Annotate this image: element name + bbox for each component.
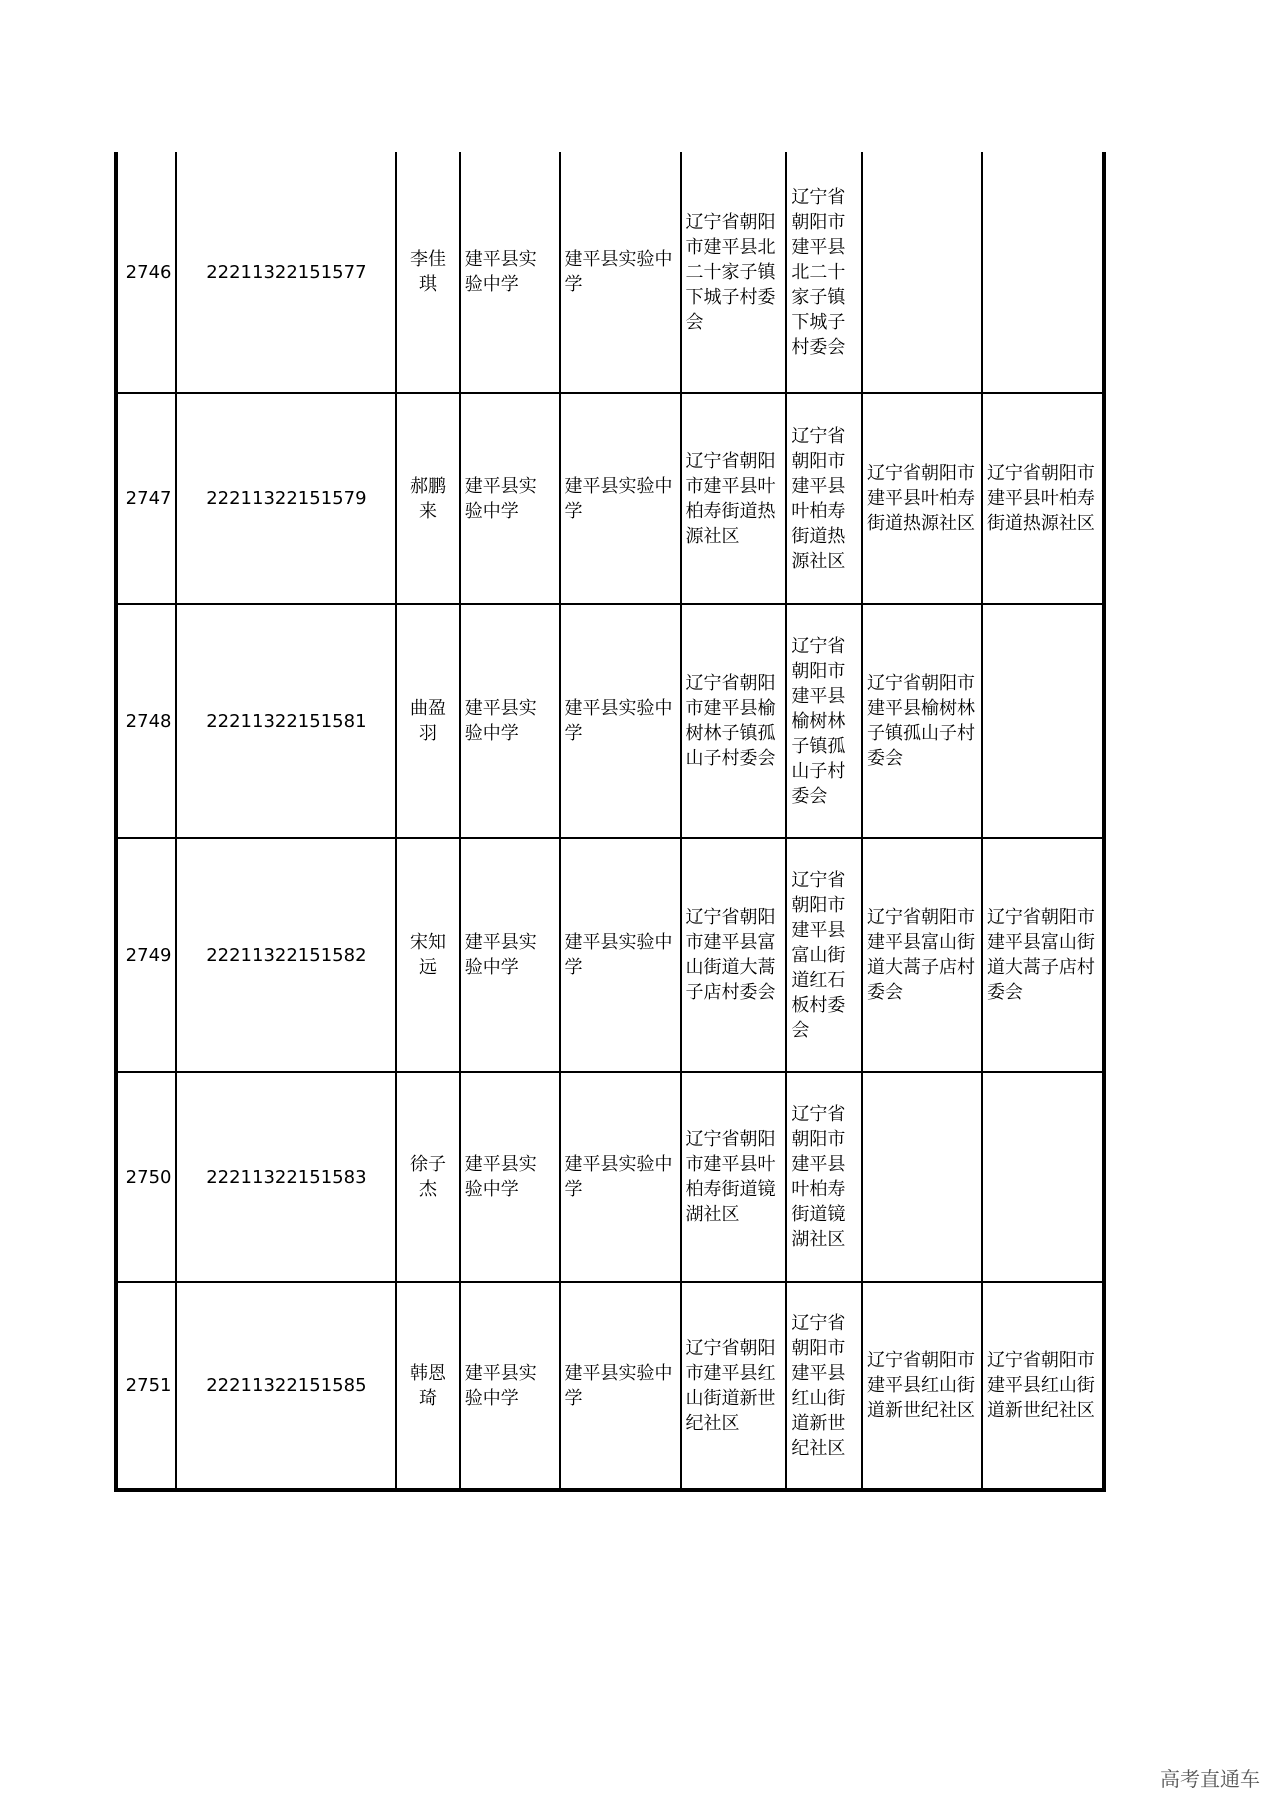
row-school1: 建平县实验中学 xyxy=(460,393,560,604)
row-name: 曲盈羽 xyxy=(396,604,460,838)
row-addr-a: 辽宁省朝阳市建平县叶柏寿街道热源社区 xyxy=(681,393,787,604)
row-id: 22211322151581 xyxy=(176,604,396,838)
row-addr-a: 辽宁省朝阳市建平县榆树林子镇孤山子村委会 xyxy=(681,604,787,838)
row-addr-d xyxy=(982,152,1104,393)
table-row xyxy=(116,838,1104,1072)
row-addr-b: 辽宁省朝阳市建平县富山街道红石板村委会 xyxy=(786,838,862,1072)
row-name: 宋知远 xyxy=(396,838,460,1072)
row-id: 22211322151579 xyxy=(176,393,396,604)
row-addr-d xyxy=(982,604,1104,838)
row-school2: 建平县实验中学 xyxy=(560,393,681,604)
row-id: 22211322151585 xyxy=(176,1282,396,1490)
row-seq: 2751 xyxy=(116,1282,176,1490)
row-addr-d: 辽宁省朝阳市建平县红山街道新世纪社区 xyxy=(982,1282,1104,1490)
row-seq: 2747 xyxy=(116,393,176,604)
row-addr-a: 辽宁省朝阳市建平县富山街道大蒿子店村委会 xyxy=(681,838,787,1072)
row-name: 李佳琪 xyxy=(396,152,460,393)
row-addr-c: 辽宁省朝阳市建平县叶柏寿街道热源社区 xyxy=(862,393,982,604)
row-name: 韩恩琦 xyxy=(396,1282,460,1490)
row-id: 22211322151583 xyxy=(176,1072,396,1282)
row-addr-b: 辽宁省朝阳市建平县红山街道新世纪社区 xyxy=(786,1282,862,1490)
student-table xyxy=(114,152,1106,1492)
row-addr-a: 辽宁省朝阳市建平县北二十家子镇下城子村委会 xyxy=(681,152,787,393)
row-addr-a: 辽宁省朝阳市建平县红山街道新世纪社区 xyxy=(681,1282,787,1490)
row-addr-c: 辽宁省朝阳市建平县富山街道大蒿子店村委会 xyxy=(862,838,982,1072)
table-row xyxy=(116,1072,1104,1282)
row-school2: 建平县实验中学 xyxy=(560,1282,681,1490)
row-id: 22211322151577 xyxy=(176,152,396,393)
table-row xyxy=(116,1282,1104,1490)
row-seq: 2746 xyxy=(116,152,176,393)
row-seq: 2748 xyxy=(116,604,176,838)
row-addr-c: 辽宁省朝阳市建平县榆树林子镇孤山子村委会 xyxy=(862,604,982,838)
row-school2: 建平县实验中学 xyxy=(560,1072,681,1282)
row-addr-c xyxy=(862,152,982,393)
table-row xyxy=(116,393,1104,604)
row-id: 22211322151582 xyxy=(176,838,396,1072)
row-school1: 建平县实验中学 xyxy=(460,838,560,1072)
row-school1: 建平县实验中学 xyxy=(460,1282,560,1490)
row-addr-d: 辽宁省朝阳市建平县叶柏寿街道热源社区 xyxy=(982,393,1104,604)
table-row xyxy=(116,152,1104,393)
row-seq: 2750 xyxy=(116,1072,176,1282)
row-addr-b: 辽宁省朝阳市建平县榆树林子镇孤山子村委会 xyxy=(786,604,862,838)
row-addr-b: 辽宁省朝阳市建平县叶柏寿街道镜湖社区 xyxy=(786,1072,862,1282)
row-addr-d: 辽宁省朝阳市建平县富山街道大蒿子店村委会 xyxy=(982,838,1104,1072)
row-school1: 建平县实验中学 xyxy=(460,152,560,393)
row-school2: 建平县实验中学 xyxy=(560,604,681,838)
row-addr-a: 辽宁省朝阳市建平县叶柏寿街道镜湖社区 xyxy=(681,1072,787,1282)
row-name: 郝鹏来 xyxy=(396,393,460,604)
footer-brand-watermark: 高考直通车 xyxy=(1160,1767,1260,1791)
table-row xyxy=(116,604,1104,838)
row-name: 徐子杰 xyxy=(396,1072,460,1282)
row-school1: 建平县实验中学 xyxy=(460,1072,560,1282)
table-body xyxy=(116,152,1104,1490)
row-addr-b: 辽宁省朝阳市建平县北二十家子镇下城子村委会 xyxy=(786,152,862,393)
row-school2: 建平县实验中学 xyxy=(560,152,681,393)
row-addr-d xyxy=(982,1072,1104,1282)
row-addr-c xyxy=(862,1072,982,1282)
row-seq: 2749 xyxy=(116,838,176,1072)
row-addr-b: 辽宁省朝阳市建平县叶柏寿街道热源社区 xyxy=(786,393,862,604)
row-school2: 建平县实验中学 xyxy=(560,838,681,1072)
row-school1: 建平县实验中学 xyxy=(460,604,560,838)
row-addr-c: 辽宁省朝阳市建平县红山街道新世纪社区 xyxy=(862,1282,982,1490)
